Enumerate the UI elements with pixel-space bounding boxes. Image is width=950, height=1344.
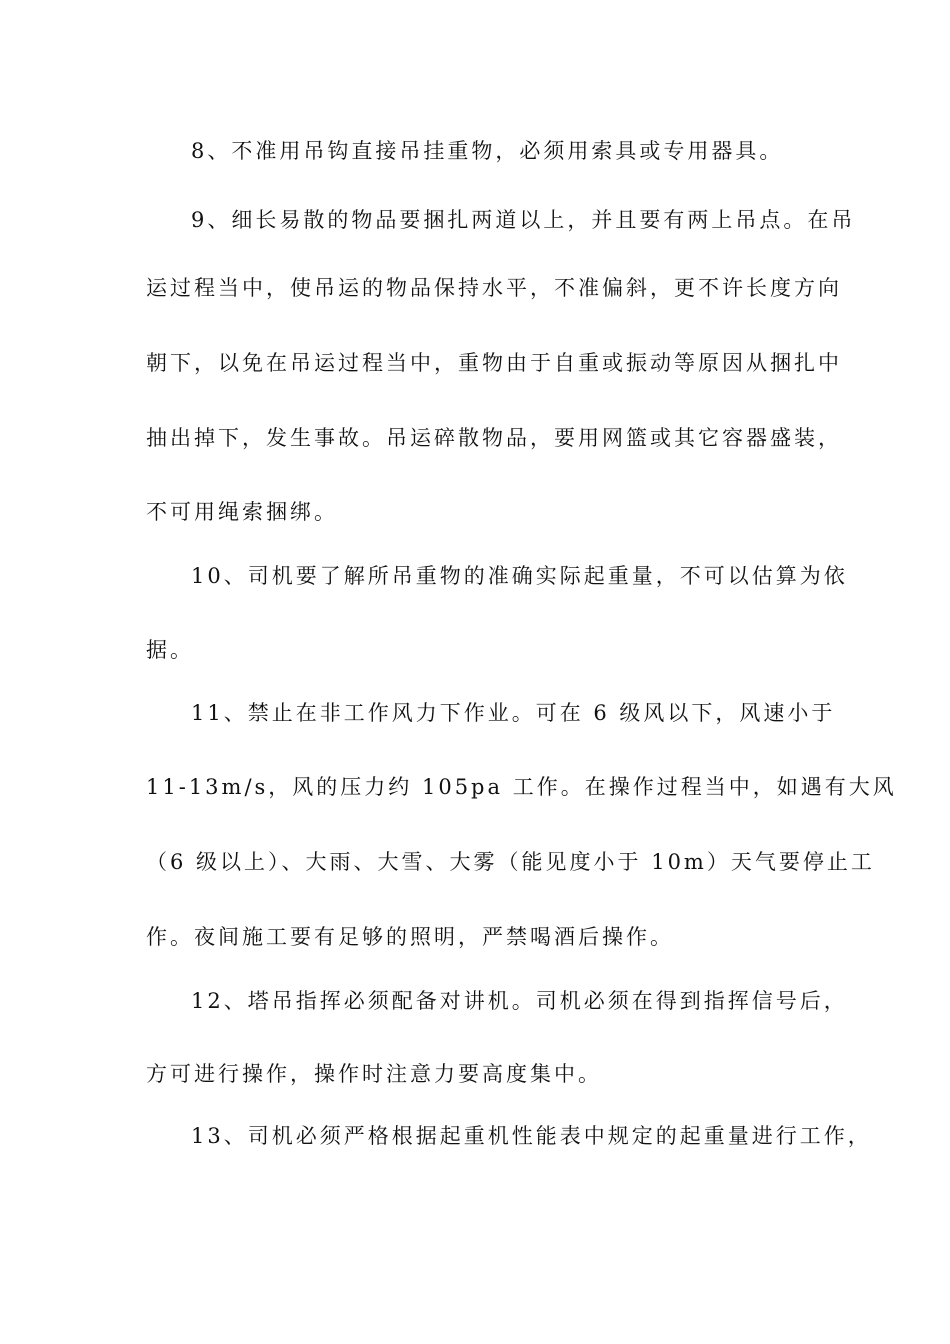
text-line: 据。	[146, 638, 194, 662]
text-line: 运过程当中，使吊运的物品保持水平，不准偏斜，更不许长度方向	[146, 276, 842, 300]
text-line: 作。夜间施工要有足够的照明，严禁喝酒后操作。	[146, 925, 674, 949]
text-line: 抽出掉下，发生事故。吊运碎散物品，要用网篮或其它容器盛装，	[146, 426, 842, 450]
text-line-item-12: 12、塔吊指挥必须配备对讲机。司机必须在得到指挥信号后，	[191, 989, 848, 1013]
text-line: 方可进行操作，操作时注意力要高度集中。	[146, 1062, 602, 1086]
text-line-item-8: 8、不准用吊钩直接吊挂重物，必须用索具或专用器具。	[191, 139, 784, 163]
text-line-item-9: 9、细长易散的物品要捆扎两道以上，并且要有两上吊点。在吊	[191, 208, 856, 232]
text-line-item-11: 11、禁止在非工作风力下作业。可在 6 级风以下，风速小于	[191, 701, 836, 725]
text-line-item-10: 10、司机要了解所吊重物的准确实际起重量，不可以估算为依	[191, 564, 848, 588]
text-line-item-13: 13、司机必须严格根据起重机性能表中规定的起重量进行工作，	[191, 1124, 872, 1148]
text-line: （6 级以上）、大雨、大雪、大雾（能见度小于 10m）天气要停止工	[146, 850, 875, 874]
text-line: 不可用绳索捆绑。	[146, 500, 338, 524]
text-line: 朝下，以免在吊运过程当中，重物由于自重或振动等原因从捆扎中	[146, 351, 842, 375]
text-line: 11-13m/s，风的压力约 105pa 工作。在操作过程当中，如遇有大风	[146, 775, 897, 799]
